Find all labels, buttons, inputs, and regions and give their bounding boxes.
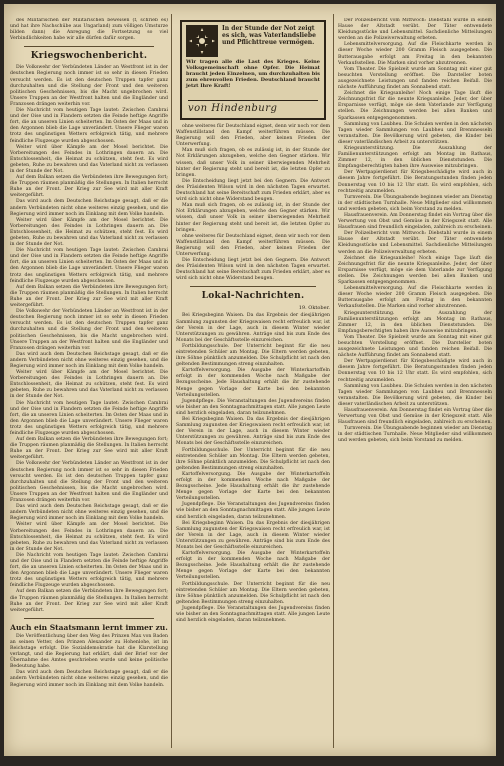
paragraph: Die Entscheidung liegt jetzt bei den Gegnern. Die Antwort des Präsidenten Wilson wird in den nächsten Tagen erwartet. Deutschland hat seine Bereitschaft zum Frieden erklärt, aber es wird sich nicht ohne Widerstand beugen.	[176, 178, 330, 203]
paragraph: Man muß sich fragen, ob es zulässig ist, in der Stunde der Not Erklärungen abzugeben, welche den Gegner stärken. Wir wissen, daß unser Volk in seiner überwiegenden Mehrheit hinter der Regierung steht und bereit ist, die letzten Opfer zu bringen.	[176, 203, 330, 233]
section-heading: Kriegswochenbericht.	[30, 51, 148, 62]
article-heading: Auch ein Staatsmann lernt immer zu.	[10, 622, 168, 632]
paragraph: Auf dem Balkan setzen die Verbündeten ihre Bewegungen fort; die Truppen räumen planmäßig die Stellungen. In Italien herrscht Ruhe an der Front. Der Krieg zur See wird mit aller Kraft weitergeführt.	[10, 284, 168, 309]
dateline: 19. Oktober.	[298, 305, 330, 312]
paragraph: Fortbildungsschule. Der Unterricht beginnt für die neu eintretenden Schüler am Montag. Die Eltern werden gebeten, ihre Söhne pünktlich anzumelden. Die Schulpflicht ist nach den geltenden Bestimmungen streng einzuhalten.	[176, 581, 330, 605]
ad-body-text: Wir tragen alle die Last des Krieges. Keine Volksgemeinschaft ohne Opfer. Die Heimat braucht jeden Einzelnen, um durchzuhalten bis zum ehrenvollen Frieden. Deutschland braucht jetzt Ihre Kraft!	[186, 59, 320, 89]
paragraph: Sammlung von Laubheu. Die Schulen werden in den nächsten Tagen wieder Sammlungen von Laubheu und Brennnesseln veranstalten. Die Bevölkerung wird gebeten, die Kinder bei dieser vaterländischen Arbeit zu unterstützen.	[338, 383, 492, 407]
paragraph: Das wird auch dem Deutschen Reichstage gesagt, daß er die andern Verbündeten nicht ohne weiteres einzig gesehen, und die Regierung wird immer noch im Einklang mit dem Volke handeln.	[10, 670, 168, 688]
paragraph: Jugendpflege. Die Veranstaltungen des Jugendvereins finden wie bisher an den Sonntagnachmittagen statt. Alle jungen Leute sind herzlich eingeladen, daran teilzunehmen.	[176, 398, 330, 416]
paragraph: Auf dem Balkan setzen die Verbündeten ihre Bewegungen fort; die Truppen räumen planmäßig die Stellungen. In Italien herrscht Ruhe an der Front. Der Krieg zur See wird mit aller Kraft weitergeführt.	[10, 589, 168, 613]
column-rule	[333, 14, 334, 748]
paragraph: Auf dem Balkan setzen die Verbündeten ihre Bewegungen fort; die Truppen räumen planmäßig die Stellungen. In Italien herrscht Ruhe an der Front. Der Krieg zur See wird mit aller Kraft weitergeführt.	[10, 175, 168, 199]
paragraph: Die Nachricht vom heutigen Tage lautet: Zwischen Cambrai und der Oise und in Flandern setzten die Feinde heftige Angriffe fort, die an unseren Linien scheiterten. Im Osten der Maas und in den Argonnen blieb die Lage unverändert. Unsere Flieger waren trotz des ungünstigen Wetters erfolgreich tätig, und mehrere feindliche Flugzeuge wurden abgeschossen.	[10, 552, 168, 589]
paragraph: Auf dem Balkan setzen die Verbündeten ihre Bewegungen fort; die Truppen räumen planmäßig die Stellungen. In Italien herrscht Ruhe an der Front. Der Krieg zur See wird mit aller Kraft weitergeführt.	[10, 437, 168, 461]
paragraph: Der Polizeibericht vom Mittwoch: Diebstahl wurde in einem Hause der Altstadt verübt. Der Täter entwendete Kleidungsstücke und Lebensmittel. Sachdienliche Mitteilungen werden an die Polizeiverwaltung erbeten.	[338, 231, 492, 255]
paragraph: Lebensmittelversorgung. Auf die Fleischkarte werden in dieser Woche wieder 200 Gramm Fleisch ausgegeben. Die Butterausgabe erfolgt am Freitag in den bekannten Verkaufsstellen. Die Marken sind vorher abzutrennen.	[338, 42, 492, 66]
paragraph: Die Volkswehr der Verbündeten Länder an Westfront ist in der deutschen Regierung noch immer ist so sehr in diesen Frieden versucht werden. Es ist den deutschen Truppen tapfer ganz durchzuhalten und die Stellung der Front und den weiteren politischen Geschehnissen, bis die Macht ungebrochen wird. Unsere Truppen an der Westfront halten und die Engländer und Franzosen drängen weiterhin vor.	[10, 461, 168, 504]
paragraph: Der Wertpapierdienst für Kriegsbeschädigte wird auch in diesem Jahre fortgeführt. Die Beratungsstunden finden jeden Donnerstag von 10 bis 12 Uhr statt. Es wird empfohlen, sich rechtzeitig anzumelden.	[338, 359, 492, 383]
section-heading: Lokal-Nachrichten.	[201, 291, 305, 302]
paragraph: Bei Kriegsbeginn Waisen. Da das Ergebnis der diesjährigen Sammlung zugunsten der Kriegswaisen recht erfreulich war, ist der Verein in der Lage, auch in diesem Winter wieder Unterstützungen zu gewähren. Anträge sind bis zum Ende des Monats bei der Geschäftsstelle einzureichen.	[176, 417, 330, 447]
paragraph: Der Wertpapierdienst für Kriegsbeschädigte wird auch in diesem Jahre fortgeführt. Die Beratungsstunden finden jeden Donnerstag von 10 bis 12 Uhr statt. Es wird empfohlen, sich rechtzeitig anzumelden.	[338, 170, 492, 194]
paragraph: Die Volkswehr der Verbündeten Länder an Westfront ist in der deutschen Regierung noch immer ist so sehr in diesen Frieden versucht werden. Es ist den deutschen Truppen tapfer ganz durchzuhalten und die Stellung der Front und den weiteren politischen Geschehnissen, bis die Macht ungebrochen wird. Unsere Truppen an der Westfront halten und die Engländer und Franzosen drängen weiterhin vor.	[10, 65, 168, 107]
paragraph: Fortbildungsschule. Der Unterricht beginnt für die neu eintretenden Schüler am Montag. Die Eltern werden gebeten, ihre Söhne pünktlich anzumelden. Die Schulpflicht ist nach den geltenden Bestimmungen streng einzuhalten.	[176, 343, 330, 368]
hindenburg-advertisement	[180, 20, 326, 120]
paragraph: Turnverein. Die Übungsabende beginnen wieder am Dienstag in der städtischen Turnhalle. Neue Mitglieder sind willkommen und werden gebeten, sich beim Vorstand zu melden.	[338, 194, 492, 212]
paragraph: Zeichnet die Kriegsanleihe! Noch einige Tage läuft die Zeichnungsfrist für die neunte Kriegsanleihe. Jeder, der über Ersparnisse verfügt, möge sie dem Vaterlande zur Verfügung stellen. Die Zeichnungen werden bei allen Banken und Sparkassen entgegengenommen.	[338, 255, 492, 286]
paragraph: Das wird auch dem Deutschen Reichstage gesagt, daß er die andern Verbündeten nicht ohne weiteres einzig gesehen, und die Regierung wird immer noch im Einklang mit dem Volke handeln.	[10, 351, 168, 369]
paragraph: Das wird auch dem Deutschen Reichstage gesagt, daß er die andern Verbündeten nicht ohne weiteres einzig gesehen, und die Regierung wird immer noch im Einklang mit dem Volke handeln.	[10, 504, 168, 522]
column-left	[10, 18, 168, 748]
divider	[24, 618, 154, 619]
paragraph: Die Volkswehr der Verbündeten Länder an Westfront ist in der deutschen Regierung noch immer ist so sehr in diesen Frieden versucht werden. Es ist den deutschen Truppen tapfer ganz durchzuhalten und die Stellung der Front und den weiteren politischen Geschehnissen, bis die Macht ungebrochen wird. Unsere Truppen an der Westfront halten und die Engländer und Franzosen drängen weiterhin vor.	[10, 309, 168, 351]
paragraph: Hausfrauenverein. Am Donnerstag findet ein Vortrag über die Verwertung von Obst und Gemüse in der Kriegszeit statt. Alle Hausfrauen sind freundlich eingeladen, zahlreich zu erscheinen.	[338, 213, 492, 231]
paragraph: Weiter wird über Kämpfe am der Mosel berichtet. Die Vorbereitungen des Feindes in Lothringen dauern an. Die Entschlossenheit, die Heimat zu schützen, steht fest. Es wird gebeten, Ruhe zu bewahren und das Vaterland nicht zu verlassen in der Stunde der Not.	[10, 522, 168, 552]
column-middle	[176, 18, 330, 748]
paragraph: Der Polizeibericht vom Mittwoch: Diebstahl wurde in einem Hause der Altstadt verübt. Der Täter entwendete Kleidungsstücke und Lebensmittel. Sachdienliche Mitteilungen werden an die Polizeiverwaltung erbeten.	[338, 18, 492, 42]
paragraph: Vom Theater. Die Spielzeit wurde am Sonntag mit einer gut besuchten Vorstellung eröffnet. Die Darsteller boten ausgezeichnete Leistungen und fanden reichen Beifall. Die nächste Aufführung findet am Sonnabend statt.	[338, 334, 492, 359]
paragraph: ohne weiteres für Deutschland eignet, denn wir noch vor dem Waffenstillstand den Kampf weiterführen müssen. Die Regierung will den Frieden, aber keinen Frieden der Unterwerfung.	[176, 124, 330, 148]
newspaper-page	[4, 4, 496, 756]
paragraph: Hausfrauenverein. Am Donnerstag findet ein Vortrag über die Verwertung von Obst und Gemüse in der Kriegszeit statt. Alle Hausfrauen sind freundlich eingeladen, zahlreich zu erscheinen.	[338, 408, 492, 426]
paragraph: Die Entscheidung liegt jetzt bei den Gegnern. Die Antwort des Präsidenten Wilson wird in den nächsten Tagen erwartet. Deutschland hat seine Bereitschaft zum Frieden erklärt, aber es wird sich nicht ohne Widerstand beugen.	[176, 258, 330, 282]
paragraph: Lebensmittelversorgung. Auf die Fleischkarte werden in dieser Woche wieder 200 Gramm Fleisch ausgegeben. Die Butterausgabe erfolgt am Freitag in den bekannten Verkaufsstellen. Die Marken sind vorher abzutrennen.	[338, 286, 492, 310]
paragraph: Die Nachricht vom heutigen Tage lautet: Zwischen Cambrai und der Oise und in Flandern setzten die Feinde heftige Angriffe fort, die an unseren Linien scheiterten. Im Osten der Maas und in den Argonnen blieb die Lage unverändert. Unsere Flieger waren trotz des ungünstigen Wetters erfolgreich tätig, und mehrere feindliche Flugzeuge wurden abgeschossen.	[10, 248, 168, 284]
divider	[24, 46, 154, 47]
paragraph: Zeichnet die Kriegsanleihe! Noch einige Tage läuft die Zeichnungsfrist für die neunte Kriegsanleihe. Jeder, der über Ersparnisse verfügt, möge sie dem Vaterlande zur Verfügung stellen. Die Zeichnungen werden bei allen Banken und Sparkassen entgegengenommen.	[338, 91, 492, 121]
paragraph: Fortbildungsschule. Der Unterricht beginnt für die neu eintretenden Schüler am Montag. Die Eltern werden gebeten, ihre Söhne pünktlich anzumelden. Die Schulpflicht ist nach den geltenden Bestimmungen streng einzuhalten.	[176, 447, 330, 471]
divider	[190, 286, 316, 287]
paragraph: Kartoffelversorgung. Die Ausgabe der Winterkartoffeln erfolgt in der kommenden Woche nach Maßgabe der Bezugsscheine. Jede Haushaltung erhält die ihr zustehende Menge gegen Vorlage der Karte bei den bekannten Verteilungsstellen.	[176, 551, 330, 581]
paragraph: ohne weiteres für Deutschland eignet, denn wir noch vor dem Waffenstillstand den Kampf weiterführen müssen. Die Regierung will den Frieden, aber keinen Frieden der Unterwerfung.	[176, 233, 330, 257]
paragraph: Man muß sich fragen, ob es zulässig ist, in der Stunde der Not Erklärungen abzugeben, welche den Gegner stärken. Wir wissen, daß unser Volk in seiner überwiegenden Mehrheit hinter der Regierung steht und bereit ist, die letzten Opfer zu bringen.	[176, 148, 330, 178]
paragraph: Kartoffelversorgung. Die Ausgabe der Winterkartoffeln erfolgt in der kommenden Woche nach Maßgabe der Bezugsscheine. Jede Haushaltung erhält die ihr zustehende Menge gegen Vorlage der Karte bei den bekannten Verteilungsstellen.	[176, 368, 330, 398]
ad-headline: In der Stunde der Not zeigt es sich, was Vaterlandsliebe und Pflichttreue vermögen.	[222, 25, 316, 47]
signature: von Hindenburg	[188, 100, 318, 114]
paragraph: Kartoffelversorgung. Die Ausgabe der Winterkartoffeln erfolgt in der kommenden Woche nach Maßgabe der Bezugsscheine. Jede Haushaltung erhält die ihr zustehende Menge gegen Vorlage der Karte bei den bekannten Verteilungsstellen.	[176, 471, 330, 502]
paragraph: Die Nachricht vom heutigen Tage lautet: Zwischen Cambrai und der Oise und in Flandern setzten die Feinde heftige Angriffe fort, die an unseren Linien scheiterten. Im Osten der Maas und in den Argonnen blieb die Lage unverändert. Unsere Flieger waren trotz des ungünstigen Wetters erfolgreich tätig, und mehrere feindliche Flugzeuge wurden abgeschossen.	[10, 400, 168, 436]
paragraph: Vom Theater. Die Spielzeit wurde am Sonntag mit einer gut besuchten Vorstellung eröffnet. Die Darsteller boten ausgezeichnete Leistungen und fanden reichen Beifall. Die nächste Aufführung findet am Sonnabend statt.	[338, 66, 492, 91]
paragraph: des Militärischen der Militärischen beweisen (f, schrieb es) und hat ihre Nachschübe aus Ungarland) zum völligen Umsturze bilden dann) die Anregung die Fortsetzung so viel Verbindlichkeiten habe wir alle dürfen dafür sorgen.	[10, 18, 168, 42]
paragraph: Turnverein. Die Übungsabende beginnen wieder am Dienstag in der städtischen Turnhalle. Neue Mitglieder sind willkommen und werden gebeten, sich beim Vorstand zu melden.	[338, 426, 492, 444]
paragraph: Weiter wird über Kämpfe am der Mosel berichtet. Die Vorbereitungen des Feindes in Lothringen dauern an. Die Entschlossenheit, die Heimat zu schützen, steht fest. Es wird gebeten, Ruhe zu bewahren und das Vaterland nicht zu verlassen in der Stunde der Not.	[10, 217, 168, 248]
paragraph: Sammlung von Laubheu. Die Schulen werden in den nächsten Tagen wieder Sammlungen von Laubheu und Brennnesseln veranstalten. Die Bevölkerung wird gebeten, die Kinder bei dieser vaterländischen Arbeit zu unterstützen.	[338, 121, 492, 145]
paragraph: Die Nachricht vom heutigen Tage lautet: Zwischen Cambrai und der Oise und in Flandern setzten die Feinde heftige Angriffe fort, die an unseren Linien scheiterten. Im Osten der Maas und in den Argonnen blieb die Lage unverändert. Unsere Flieger waren trotz des ungünstigen Wetters erfolgreich tätig, und mehrere feindliche Flugzeuge wurden abgeschossen.	[10, 108, 168, 144]
paragraph: Weiter wird über Kämpfe am der Mosel berichtet. Die Vorbereitungen des Feindes in Lothringen dauern an. Die Entschlossenheit, die Heimat zu schützen, steht fest. Es wird gebeten, Ruhe zu bewahren und das Vaterland nicht zu verlassen in der Stunde der Not.	[10, 144, 168, 174]
column-right	[338, 18, 492, 748]
paragraph: Die Veröffentlichung über den Weg des Prinzen Max von Baden an seinen Vetter, den Prinzen Alexander zu Hohenlohe, ist im Reichstage erfolgt. Die Sozialdemokratie hat die Klarstellung verlangt, und die Regierung hat erklärt, daß der Brief vor der Übernahme des Amtes geschrieben wurde und keine politische Bedeutung habe.	[10, 633, 168, 670]
paragraph: Bei Kriegsbeginn Waisen. Da das Ergebnis der diesjährigen Sammlung zugunsten der Kriegswaisen recht erfreulich war, ist der Verein in der Lage, auch in diesem Winter wieder Unterstützungen zu gewähren. Anträge sind bis zum Ende des Monats bei der Geschäftsstelle einzureichen.	[176, 313, 330, 343]
paragraph: Bei Kriegsbeginn Waisen. Da das Ergebnis der diesjährigen Sammlung zugunsten der Kriegswaisen recht erfreulich war, ist der Verein in der Lage, auch in diesem Winter wieder Unterstützungen zu gewähren. Anträge sind bis zum Ende des Monats bei der Geschäftsstelle einzureichen.	[176, 520, 330, 550]
iron-cross-icon	[186, 25, 218, 57]
paragraph: Weiter wird über Kämpfe am der Mosel berichtet. Die Vorbereitungen des Feindes in Lothringen dauern an. Die Entschlossenheit, die Heimat zu schützen, steht fest. Es wird gebeten, Ruhe zu bewahren und das Vaterland nicht zu verlassen in der Stunde der Not.	[10, 370, 168, 400]
paragraph: Jugendpflege. Die Veranstaltungen des Jugendvereins finden wie bisher an den Sonntagnachmittagen statt. Alle jungen Leute sind herzlich eingeladen, daran teilzunehmen.	[176, 502, 330, 520]
paragraph: Kriegsunterstützung. Die Auszahlung der Familienunterstützungen erfolgt am Montag im Rathaus, Zimmer 12, in den üblichen Dienststunden. Die Empfangsberechtigten haben ihre Ausweise mitzubringen.	[338, 145, 492, 170]
paragraph: Jugendpflege. Die Veranstaltungen des Jugendvereins finden wie bisher an den Sonntagnachmittagen statt. Alle jungen Leute sind herzlich eingeladen, daran teilzunehmen.	[176, 605, 330, 624]
paragraph: Das wird auch dem Deutschen Reichstage gesagt, daß er die andern Verbündeten nicht ohne weiteres einzig gesehen, und die Regierung wird immer noch im Einklang mit dem Volke handeln.	[10, 199, 168, 217]
paragraph: Kriegsunterstützung. Die Auszahlung der Familienunterstützungen erfolgt am Montag im Rathaus, Zimmer 12, in den üblichen Dienststunden. Die Empfangsberechtigten haben ihre Ausweise mitzubringen.	[338, 310, 492, 334]
column-rule	[171, 14, 172, 748]
